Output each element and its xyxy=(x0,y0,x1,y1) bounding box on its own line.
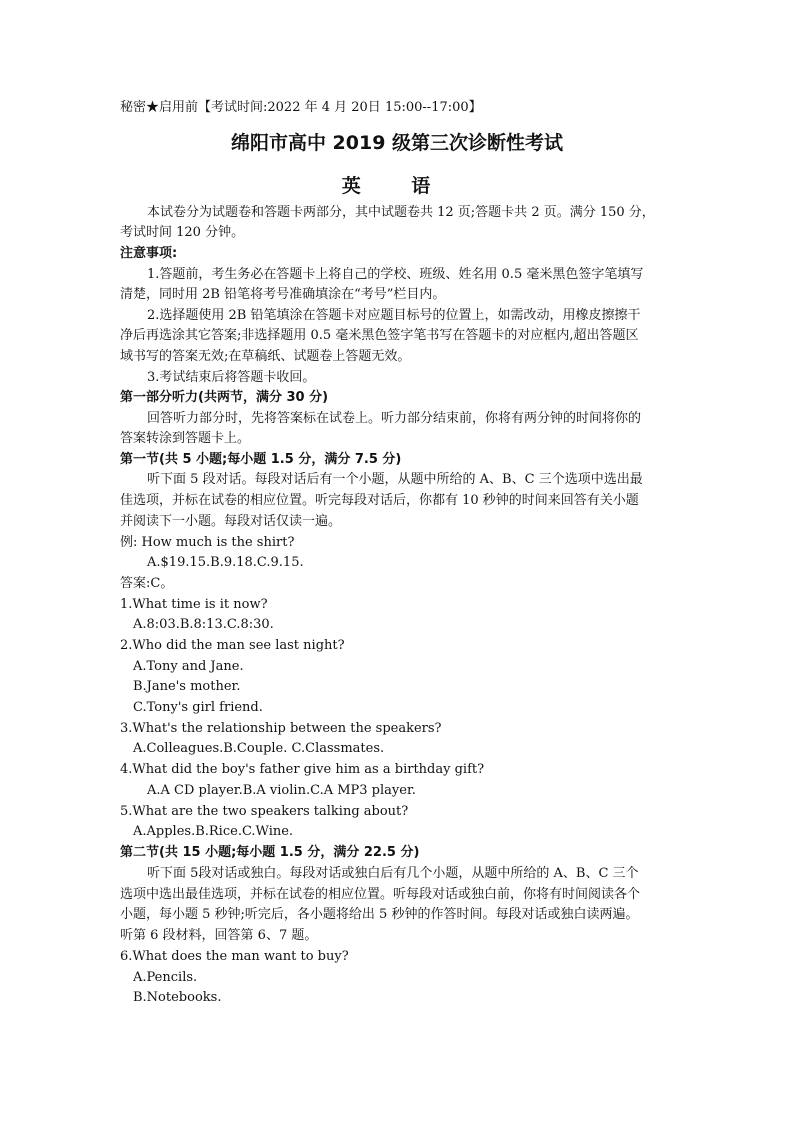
section1-desc: 听下面 5 段对话。每段对话后有一个小题，从题中所给的 A、B、C 三个选项中选出最 xyxy=(147,472,643,487)
example-answer: 答案:C。 xyxy=(120,576,174,591)
question-options: A.Apples.B.Rice.C.Wine. xyxy=(133,824,294,839)
question-options: A.8:03.B.8:13.C.8:30. xyxy=(133,617,274,632)
note-line: 2.选择题使用 2B 铅笔填涂在答题卡对应题目标号的位置上，如需改动，用橡皮擦擦干 xyxy=(147,308,641,323)
section1-desc: 佳选项，并标在试卷的相应位置。听完每段对话后，你都有 10 秒钟的时间来回答有关小题 xyxy=(120,493,639,508)
part1-desc: 回答听力部分时，先将答案标在试卷上。听力部分结束前，你将有两分钟的时间将你的 xyxy=(147,411,642,426)
section1-heading: 第一节(共 5 小题;每小题 1.5 分，满分 7.5 分) xyxy=(120,452,402,467)
question: 4.What did the boy's father give him as a birthday gift? xyxy=(120,762,485,777)
note-line: 1.答题前，考生务必在答题卡上将自己的学校、班级、姓名用 0.5 毫米黑色签字笔填写 xyxy=(147,267,644,282)
question: 1.What time is it now? xyxy=(120,597,268,612)
section2-desc: 选项中选出最佳选项，并标在试卷的相应位置。听每段对话或独白前，你将有时间阅读各个 xyxy=(120,887,641,902)
part1-desc: 答案转涂到答题卡上。 xyxy=(120,431,251,446)
section2-desc: 小题，每小题 5 秒钟;听完后，各小题将给出 5 秒钟的作答时间。每段对话或独白读两遍。 xyxy=(120,907,639,922)
question-option: B.Notebooks. xyxy=(133,990,222,1005)
example-options: A.$19.15.B.9.18.C.9.15. xyxy=(147,555,304,570)
question-option: B.Jane's mother. xyxy=(133,679,241,694)
confidential-notice: 秘密★启用前【考试时间:2022 年 4 月 20日 15:00--17:00】 xyxy=(120,100,482,115)
question-options: A.A CD player.B.A violin.C.A MP3 player. xyxy=(147,783,416,798)
question: 5.What are the two speakers talking about? xyxy=(120,804,409,819)
question-options: A.Colleagues.B.Couple. C.Classmates. xyxy=(133,741,385,756)
note-line: 域书写的答案无效;在草稿纸、试题卷上答题无效。 xyxy=(120,349,411,364)
section2-desc: 听第 6 段材料，回答第 6、7 题。 xyxy=(120,928,318,943)
intro-line: 本试卷分为试题卷和答题卡两部分，其中试题卷共 12 页;答题卡共 2 页。满分 150 分， xyxy=(147,205,655,220)
note-line: 净后再选涂其它答案;非选择题用 0.5 毫米黑色签字笔书写在答题卡的对应框内,超出答题区 xyxy=(120,328,639,343)
note-line: 清楚，同时用 2B 铅笔将考号准确填涂在“考号”栏目内。 xyxy=(120,287,446,302)
intro-line: 考试时间 120 分钟。 xyxy=(120,225,245,240)
question-option: A.Pencils. xyxy=(133,970,198,985)
section1-desc: 并阅读下一小题。每段对话仅读一遍。 xyxy=(120,514,342,529)
section2-desc: 听下面 5段对话或独白。每段对话或独白后有几个小题，从题中所给的 A、B、C 三个 xyxy=(147,866,639,881)
section2-heading: 第二节(共 15 小题;每小题 1.5 分，满分 22.5 分) xyxy=(120,845,420,860)
notes-heading: 注意事项: xyxy=(120,246,178,261)
example-question: 例: How much is the shirt? xyxy=(120,535,295,550)
exam-title: 绵阳市高中 2019 级第三次诊断性考试 xyxy=(230,132,564,154)
part1-heading: 第一部分听力(共两节，满分 30 分) xyxy=(120,390,329,405)
question: 3.What's the relationship between the speakers? xyxy=(120,721,442,736)
note-line: 3.考试结束后将答题卡收回。 xyxy=(147,370,316,385)
question: 6.What does the man want to buy? xyxy=(120,949,349,964)
question: 2.Who did the man see last night? xyxy=(120,638,345,653)
question-option: A.Tony and Jane. xyxy=(133,659,244,674)
question-option: C.Tony's girl friend. xyxy=(133,700,263,715)
subject-title: 英 语 xyxy=(341,175,453,197)
